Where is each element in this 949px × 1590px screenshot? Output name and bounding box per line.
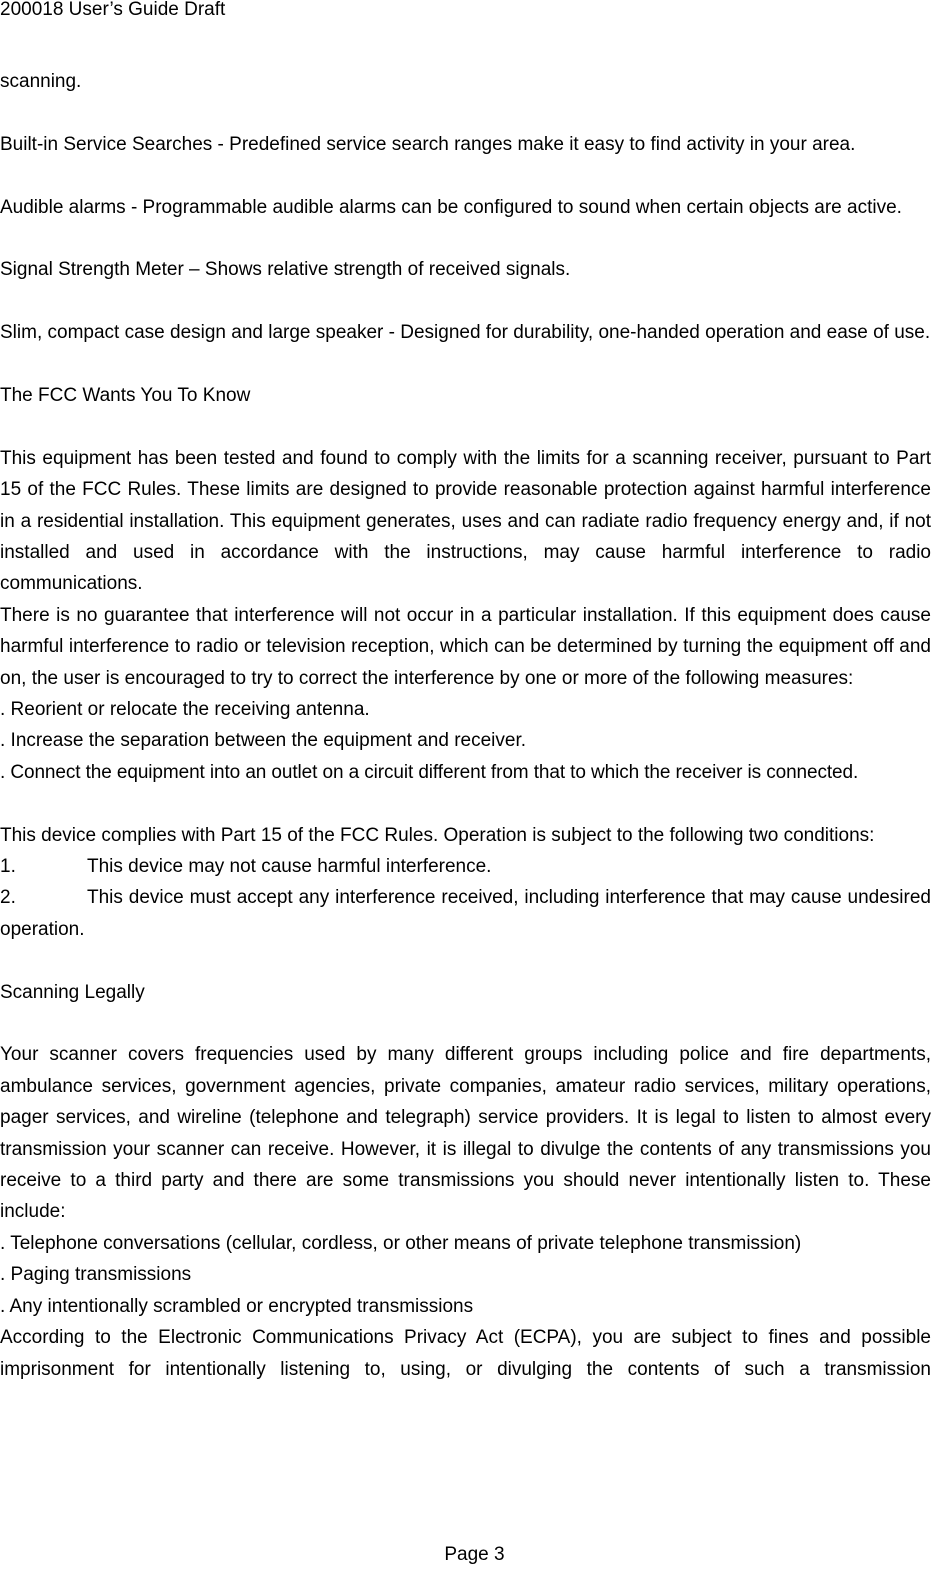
paragraph-slim-case-design: Slim, compact case design and large speaker - Designed for durability, one-handed operation and ease of use.: [0, 322, 931, 344]
paragraph-scanning: scanning.: [0, 71, 82, 92]
heading-fcc-wants-you-to-know: The FCC Wants You To Know: [0, 384, 251, 406]
prohibited-item: . Any intentionally scrambled or encrypted transmissions: [0, 1295, 474, 1317]
prohibited-item: . Telephone conversations (cellular, cordless, or other means of private telephone transmission): [0, 1232, 802, 1254]
paragraph-no-guarantee: There is no guarantee that interference will not occur in a particular installation. If this equipment does cause harmful interference to radio or television reception, which can be determined by turning the equipment off and on, the user is encouraged to try to correct the interference by one or more of the following measures:: [0, 604, 931, 689]
paragraph-audible-alarms: Audible alarms - Programmable audible alarms can be configured to sound when certain objects are active.: [0, 196, 902, 218]
paragraph-scanner-covers: Your scanner covers frequencies used by many different groups including police and fire departments, ambulance services, government agencies, private companies, amateur radio services, military operations, pager services, and wireline (telephone and telegraph) service providers. It is legal to listen to almost every transmission your scanner can receive. However, it is illegal to divulge the contents of any transmissions you receive to a third party and there are some transmissions you should never intentionally listen to. These include:: [0, 1044, 931, 1223]
paragraph-fcc-tested: This equipment has been tested and found to comply with the limits for a scanning receiver, pursuant to Part 15 of the FCC Rules. These limits are designed to provide reasonable protection against harmful interference in a residential installation. This equipment generates, uses and can radiate radio frequency energy and, if not installed and used in accordance with the instructions, may cause harmful interference to radio communications.: [0, 447, 931, 595]
heading-scanning-legally: Scanning Legally: [0, 981, 145, 1003]
paragraph-signal-strength-meter: Signal Strength Meter – Shows relative strength of received signals.: [0, 259, 571, 281]
running-header: 200018 User’s Guide Draft: [0, 0, 226, 20]
condition-item: [0, 882, 931, 945]
measure-item: . Connect the equipment into an outlet on a circuit different from that to which the receiver is connected.: [0, 761, 859, 783]
measure-item: . Increase the separation between the equipment and receiver.: [0, 730, 527, 752]
prohibited-item: . Paging transmissions: [0, 1264, 192, 1286]
condition-text: This device must accept any interference received, including interference that may cause undesired operation.: [0, 887, 931, 940]
measure-item: . Reorient or relocate the receiving antenna.: [0, 699, 370, 721]
condition-number: 1.: [0, 856, 16, 878]
document-body: [0, 66, 931, 1385]
condition-number: 2.: [0, 887, 16, 909]
paragraph-ecpa: According to the Electronic Communications Privacy Act (ECPA), you are subject to fines and possible imprisonment for intentionally listening to, using, or divulging the contents of such a transmission: [0, 1327, 931, 1380]
paragraph-builtin-service-searches: Built-in Service Searches - Predefined service search ranges make it easy to find activity in your area.: [0, 133, 856, 155]
page-number: Page 3: [444, 1544, 505, 1565]
condition-item: [0, 851, 931, 882]
condition-text: This device may not cause harmful interference.: [87, 856, 492, 878]
paragraph-device-complies: This device complies with Part 15 of the FCC Rules. Operation is subject to the following two conditions:: [0, 824, 875, 846]
